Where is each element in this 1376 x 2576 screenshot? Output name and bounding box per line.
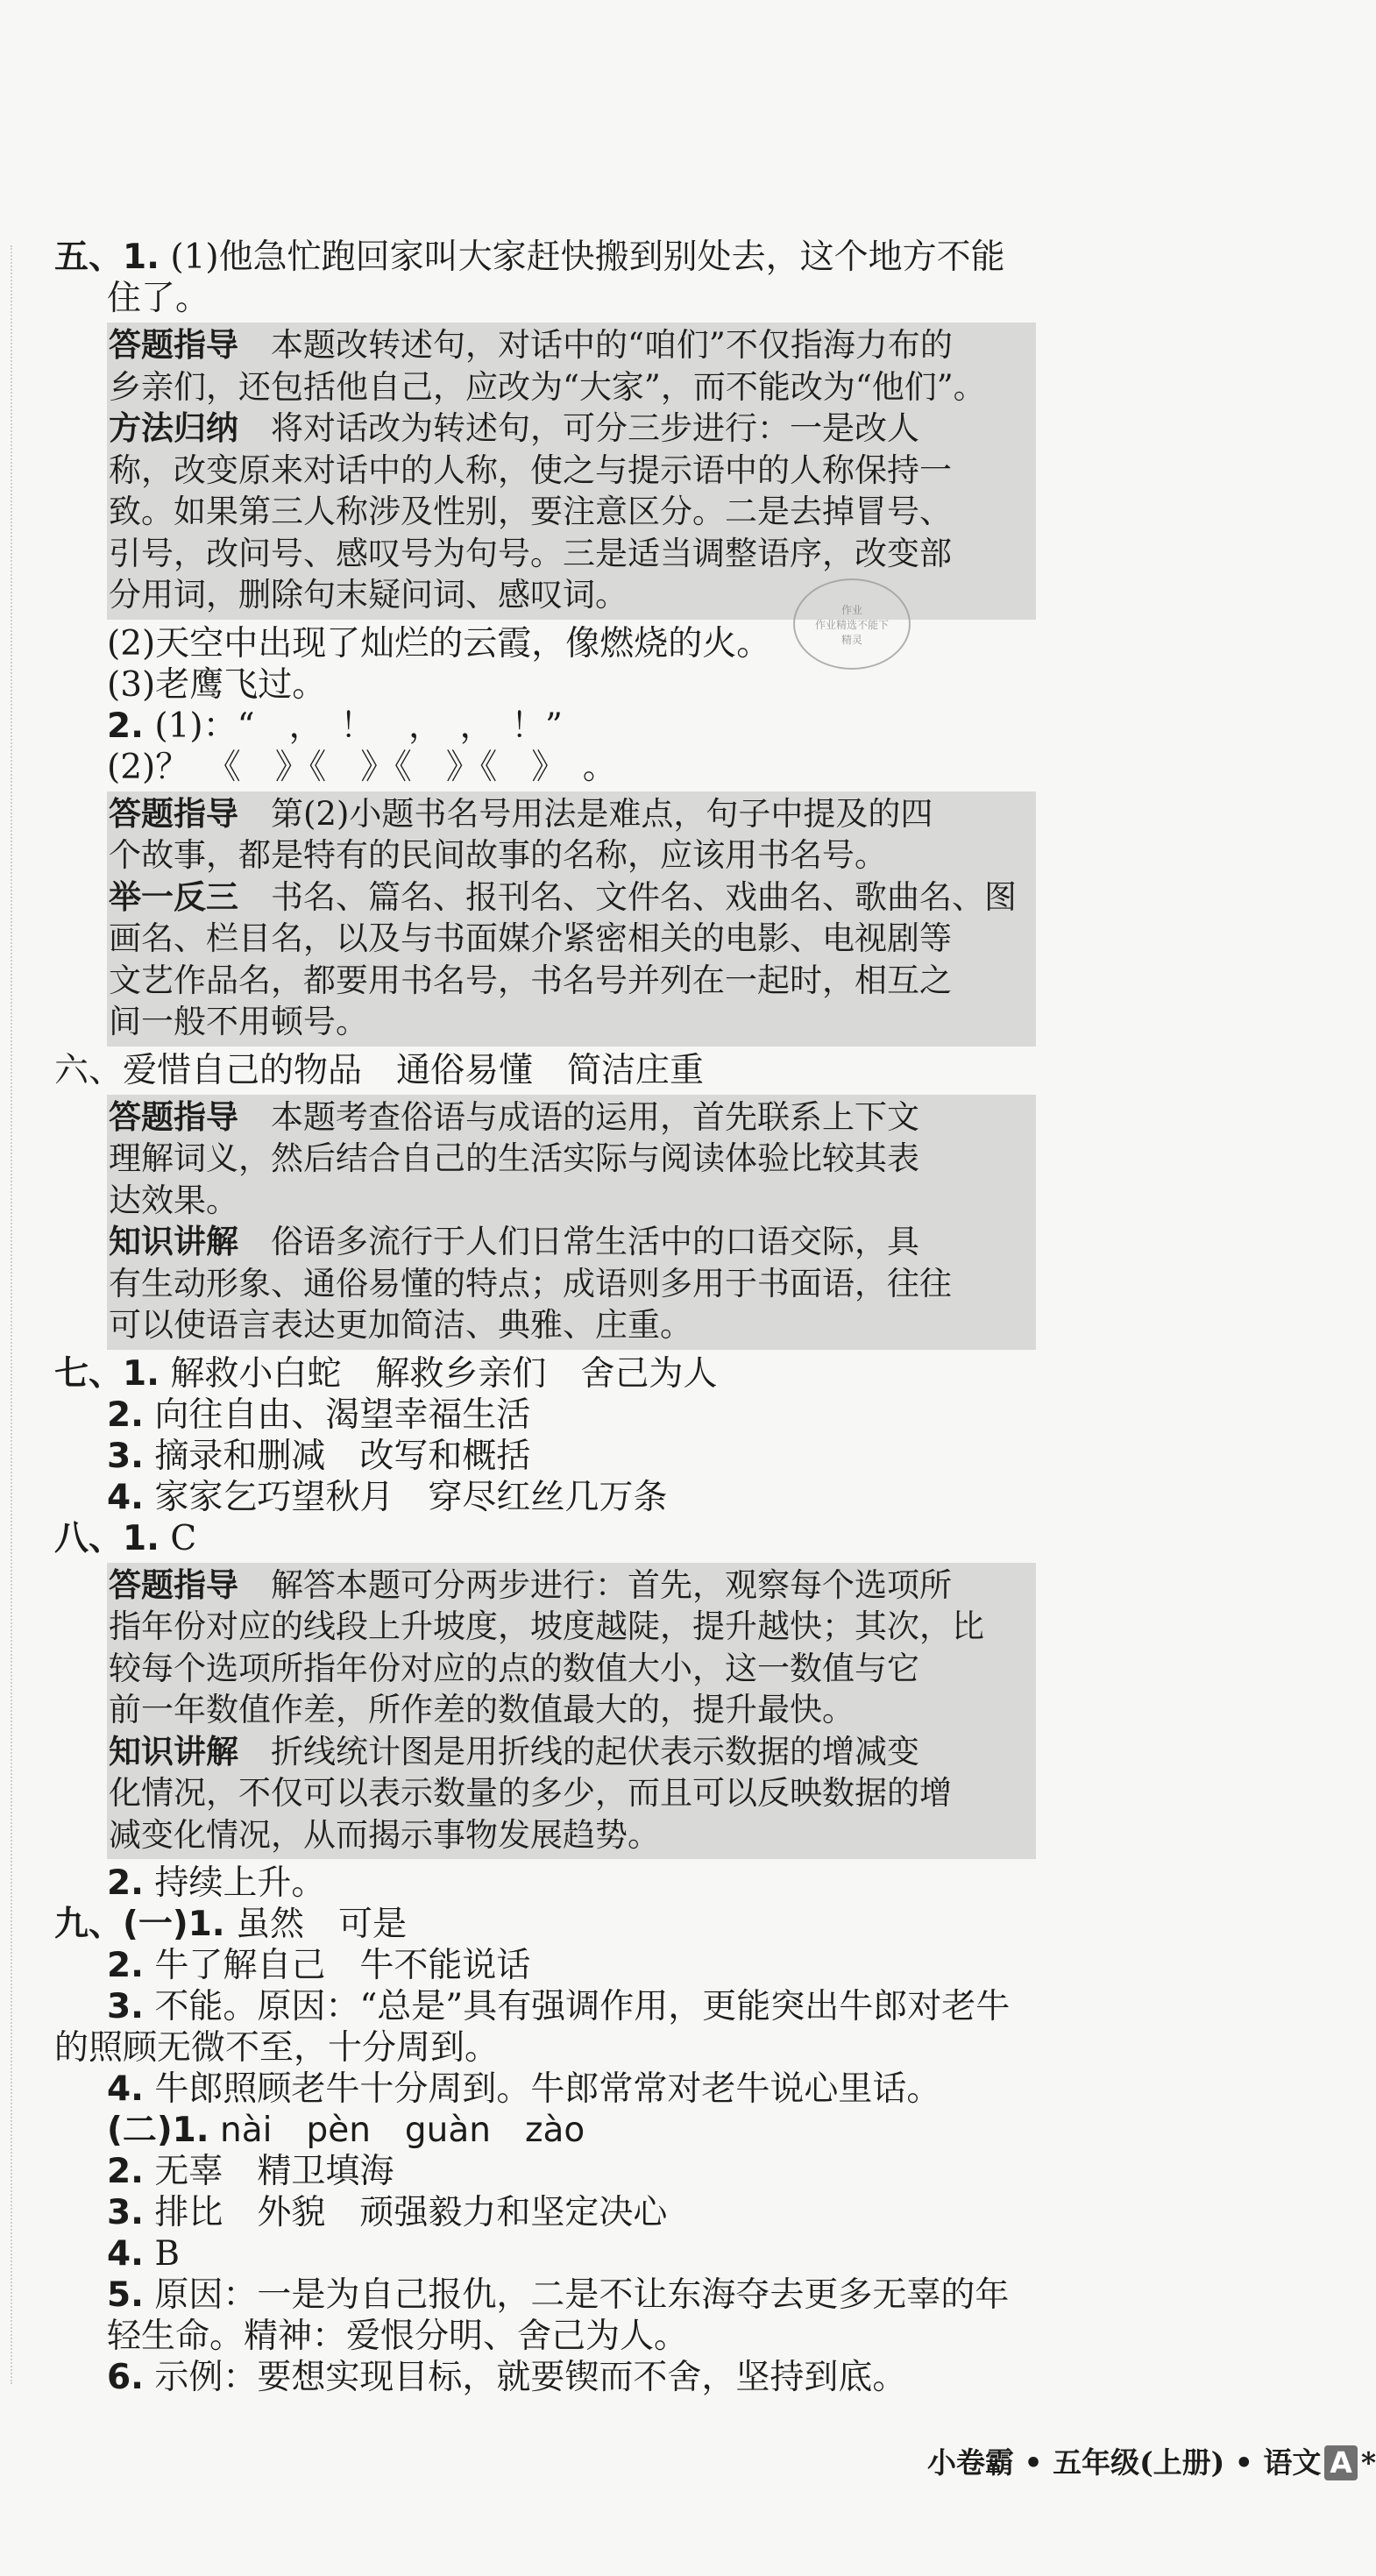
knowledge-label: 知识讲解 bbox=[109, 1223, 238, 1260]
guide-box-5-1: 答题指导 本题改转述句，对话中的“咱们”不仅指海力布的 乡亲们，还包括他自己，应改为“大家”，而不能改为“他们”。 方法归纳 将对话改为转述句，可分三步进行：一是改人 称，改变原来对话中的人称，使之与提示语中的人称保持一 致。如果第三人称涉及性别，要注意区分。二是去掉冒号、 引号，改问号、感叹号为句号。三是适当调整语序，改变部 分用词，删除句末疑问词、感叹词。 bbox=[107, 323, 1036, 620]
answer-9-b6: 6. 示例：要想实现目标，就要锲而不舍，坚持到底。 bbox=[107, 2358, 907, 2397]
extend-label: 举一反三 bbox=[109, 877, 238, 916]
answer-7-1: 七、1. 解救小白蛇 解救乡亲们 舍己为人 bbox=[54, 1353, 718, 1394]
answer-9-b3: 3. 排比 外貌 顽强毅力和坚定决心 bbox=[107, 2193, 668, 2232]
answer-9-a3: 3. 不能。原因：“总是”具有强调作用，更能突出牛郎对老牛 bbox=[107, 1987, 1011, 2026]
answer-9-b2: 2. 无辜 精卫填海 bbox=[107, 2152, 394, 2191]
answer-5-1-3: (3)老鹰飞过。 bbox=[107, 664, 327, 705]
answer-9-a3-cont: 的照顾无微不至，十分周到。 bbox=[54, 2028, 500, 2068]
answer-8-2: 2. 持续上升。 bbox=[107, 1863, 326, 1903]
guide-box-5-2: 答题指导 第(2)小题书名号用法是难点，句子中提及的四 个故事，都是特有的民间故事的名称，应该用书名号。 举一反三 书名、篇名、报刊名、文件名、戏曲名、歌曲名、图 画名、栏目名，以及与书面媒介紧密相关的电影、电视剧等 文艺作品名，都要用书名号，书名号并列在一起时，相互之 间一般不用顿号。 bbox=[107, 791, 1036, 1047]
answer-9-a1: 九、(一)1. 虽然 可是 bbox=[54, 1905, 408, 1944]
answer-5-1-1-cont: 住了。 bbox=[107, 279, 210, 318]
answer-9-a4: 4. 牛郎照顾老牛十分周到。牛郎常常对老牛说心里话。 bbox=[107, 2069, 941, 2109]
watermark-stamp: 作业 作业精选不能下 精灵 bbox=[793, 578, 911, 670]
answer-9-b1: (二)1. nài pèn guàn zào bbox=[107, 2111, 585, 2150]
answer-5-2-2: (2)？ 《 》《 》《 》《 》 。 bbox=[107, 747, 617, 787]
answer-7-3: 3. 摘录和删减 改写和概括 bbox=[107, 1436, 531, 1476]
answer-5-2-1: 2. (1)：“ ， ！ ， ， ！” bbox=[107, 706, 563, 746]
answer-9-a2: 2. 牛了解自己 牛不能说话 bbox=[107, 1946, 531, 1985]
binding-margin-line bbox=[11, 245, 12, 2384]
guide-box-8: 答题指导 解答本题可分两步进行：首先，观察每个选项所 指年份对应的线段上升坡度，坡度越陡，提升越快；其次，比 较每个选项所指年份对应的点的数值大小，这一数值与它 前一年数值作差，所作差的数值最大的，提升最快。 知识讲解 折线统计图是用折线的起伏表示数据的增减变 化情况，不仅可以表示数量的多少，而且可以反映数据的增 减变化情况，从而揭示事物发展趋势。 bbox=[107, 1563, 1036, 1860]
edition-badge: A bbox=[1324, 2445, 1358, 2480]
answer-9-b5: 5. 原因：一是为自己报仇，二是不让东海夺去更多无辜的年 bbox=[107, 2275, 1010, 2315]
guide-label: 答题指导 bbox=[109, 794, 238, 833]
guide-label: 答题指导 bbox=[109, 1097, 238, 1136]
answer-content bbox=[54, 237, 1036, 2398]
method-label: 方法归纳 bbox=[109, 409, 238, 447]
guide-label: 答题指导 bbox=[109, 1565, 238, 1604]
answer-5-1-1: 五、1. (1)他急忙跑回家叫大家赶快搬到别处去，这个地方不能 bbox=[54, 238, 1005, 277]
answer-8-1: 八、1. C bbox=[54, 1518, 197, 1558]
answer-6: 六、爱惜自己的物品 通俗易懂 简洁庄重 bbox=[54, 1050, 705, 1090]
answer-7-2: 2. 向往自由、渴望幸福生活 bbox=[107, 1394, 531, 1435]
answer-9-b5-cont: 轻生命。精神：爱恨分明、舍己为人。 bbox=[107, 2317, 689, 2356]
answer-5-1-2: (2)天空中出现了灿烂的云霞，像燃烧的火。 bbox=[107, 623, 771, 664]
answer-9-b4: 4. B bbox=[107, 2234, 181, 2274]
guide-box-6: 答题指导 本题考查俗语与成语的运用，首先联系上下文 理解词义，然后结合自己的生活实际与阅读体验比较其表 达效果。 知识讲解 俗语多流行于人们日常生活中的口语交际，具 有生动形象、通俗易懂的特点；成语则多用于书面语，往往 可以使语言表达更加简洁、典雅、庄重。 bbox=[107, 1095, 1036, 1350]
answer-7-4: 4. 家家乞巧望秋月 穿尽红丝几万条 bbox=[107, 1477, 668, 1517]
guide-label: 答题指导 bbox=[109, 326, 238, 364]
knowledge-label: 知识讲解 bbox=[109, 1732, 238, 1771]
page-footer: 小卷霸 • 五年级(上册) • 语文 A * bbox=[927, 2445, 1376, 2480]
